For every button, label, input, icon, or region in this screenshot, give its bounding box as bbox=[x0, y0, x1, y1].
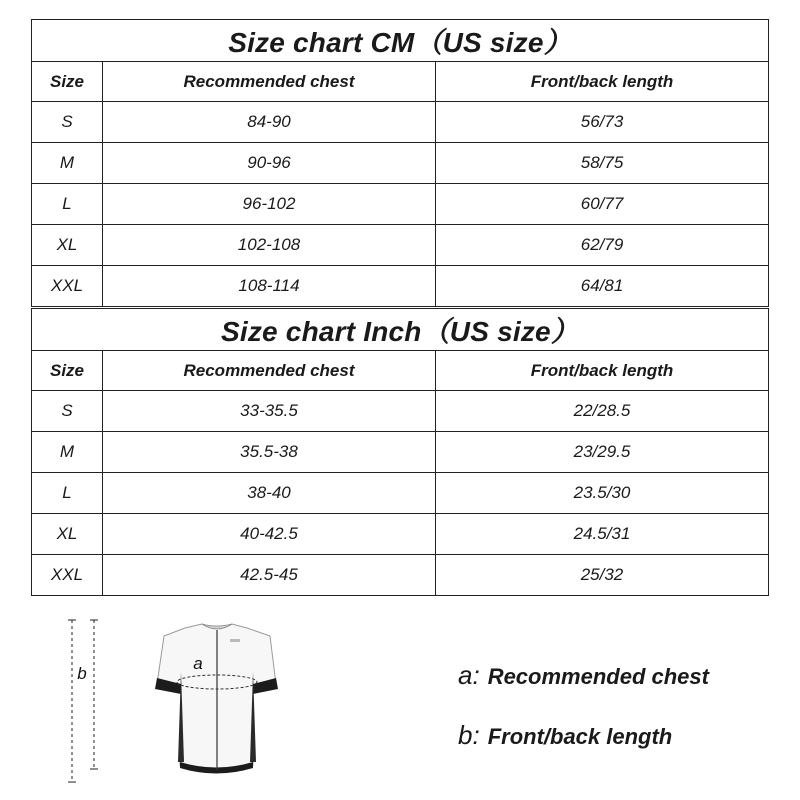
table-title: Size chart CM（US size） bbox=[32, 20, 769, 62]
size-cell: S bbox=[32, 391, 103, 432]
size-chart-cm-table bbox=[31, 19, 769, 307]
jersey-measurement-diagram bbox=[60, 612, 300, 792]
size-cell: S bbox=[32, 102, 103, 143]
column-header-length: Front/back length bbox=[436, 351, 769, 391]
table-row bbox=[32, 143, 769, 184]
table-title: Size chart Inch（US size） bbox=[32, 309, 769, 351]
table-row bbox=[32, 473, 769, 514]
chest-cell: 35.5-38 bbox=[103, 432, 436, 473]
label-b: b bbox=[77, 664, 87, 683]
length-cell: 25/32 bbox=[436, 555, 769, 596]
legend-key: b: bbox=[458, 720, 480, 750]
column-header-size: Size bbox=[32, 62, 103, 102]
legend-text: Front/back length bbox=[487, 724, 673, 749]
size-cell: L bbox=[32, 184, 103, 225]
chest-cell: 102-108 bbox=[103, 225, 436, 266]
length-cell: 60/77 bbox=[436, 184, 769, 225]
size-cell: M bbox=[32, 143, 103, 184]
legend-key: a: bbox=[458, 660, 480, 690]
length-cell: 64/81 bbox=[436, 266, 769, 307]
legend-item-length bbox=[458, 720, 672, 751]
column-header-chest: Recommended chest bbox=[103, 351, 436, 391]
table-row bbox=[32, 514, 769, 555]
chest-cell: 38-40 bbox=[103, 473, 436, 514]
length-guide-lines bbox=[68, 620, 98, 782]
chest-cell: 108-114 bbox=[103, 266, 436, 307]
legend-item-chest bbox=[458, 660, 709, 691]
length-cell: 23.5/30 bbox=[436, 473, 769, 514]
size-cell: XL bbox=[32, 514, 103, 555]
length-cell: 24.5/31 bbox=[436, 514, 769, 555]
column-header-length: Front/back length bbox=[436, 62, 769, 102]
table-row bbox=[32, 225, 769, 266]
chest-cell: 90-96 bbox=[103, 143, 436, 184]
column-header-size: Size bbox=[32, 351, 103, 391]
length-cell: 22/28.5 bbox=[436, 391, 769, 432]
chest-cell: 40-42.5 bbox=[103, 514, 436, 555]
chest-cell: 42.5-45 bbox=[103, 555, 436, 596]
size-cell: XL bbox=[32, 225, 103, 266]
size-cell: L bbox=[32, 473, 103, 514]
table-row bbox=[32, 102, 769, 143]
size-cell: M bbox=[32, 432, 103, 473]
table-row bbox=[32, 432, 769, 473]
chest-cell: 96-102 bbox=[103, 184, 436, 225]
length-cell: 56/73 bbox=[436, 102, 769, 143]
cycling-jersey-icon bbox=[155, 624, 278, 774]
size-cell: XXL bbox=[32, 555, 103, 596]
table-row bbox=[32, 391, 769, 432]
legend-text: Recommended chest bbox=[487, 664, 709, 689]
table-row bbox=[32, 184, 769, 225]
length-cell: 62/79 bbox=[436, 225, 769, 266]
length-cell: 58/75 bbox=[436, 143, 769, 184]
size-chart-inch-table bbox=[31, 308, 769, 596]
chest-cell: 33-35.5 bbox=[103, 391, 436, 432]
label-a: a bbox=[193, 654, 203, 673]
size-cell: XXL bbox=[32, 266, 103, 307]
table-row bbox=[32, 555, 769, 596]
table-row bbox=[32, 266, 769, 307]
length-cell: 23/29.5 bbox=[436, 432, 769, 473]
column-header-chest: Recommended chest bbox=[103, 62, 436, 102]
chest-cell: 84-90 bbox=[103, 102, 436, 143]
